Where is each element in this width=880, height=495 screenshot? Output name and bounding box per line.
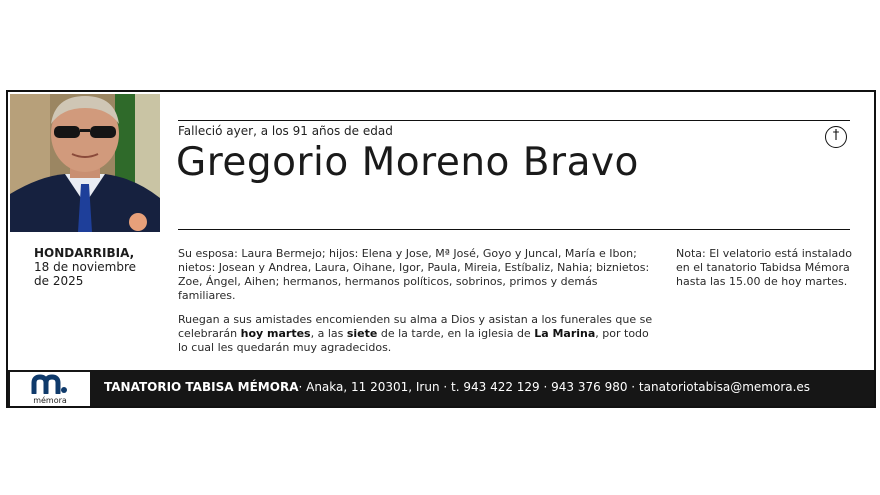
memora-logo xyxy=(10,372,90,406)
ruegan-paragraph: Ruegan a sus amistades encomienden su alma a Dios y asistan a los funerales que se celebrarán hoy martes, a las siete de la tarde, en la iglesia de La Marina, por todo lo cual les quedarán muy agradecidos. xyxy=(178,313,653,354)
funeral-home-info xyxy=(104,380,810,394)
place-and-date xyxy=(34,246,164,288)
funeral-home-details: · Anaka, 11 20301, Irun · t. 943 422 129 · 943 376 980 · tanatoriotabisa@memora.es xyxy=(298,380,811,394)
date-line-1: 18 de noviembre xyxy=(34,260,137,274)
date-line-2: de 2025 xyxy=(34,274,84,288)
memora-logo-icon xyxy=(30,374,70,394)
family-paragraph: Su esposa: Laura Bermejo; hijos: Elena y Jose, Mª José, Goyo y Juncal, María e Ibon; nietos: Josean y Andrea, Laura, Oihane, Igor, Paula, Mireia, Estíbaliz, Nahia; biznietos: Zoe, Ángel, Aihen; hermanos, hermanos políticos, sobrinos, primos y demás familiares. xyxy=(178,247,650,302)
mid-rule xyxy=(178,229,850,230)
deceased-name: Gregorio Moreno Bravo xyxy=(176,140,639,185)
obituary-card xyxy=(6,90,876,408)
memora-logo-text: mémora xyxy=(33,396,67,405)
funeral-home-name: TANATORIO TABISA MÉMORA xyxy=(104,380,299,394)
top-rule xyxy=(178,120,850,121)
portrait-photo xyxy=(10,94,160,232)
footer-bar xyxy=(8,370,874,406)
city: HONDARRIBIA, xyxy=(34,246,135,260)
death-notice-intro: Falleció ayer, a los 91 años de edad xyxy=(178,124,393,138)
notice-body xyxy=(178,247,658,365)
wake-note: Nota: El velatorio está instalado en el tanatorio Tabidsa Mémora hasta las 15.00 de hoy martes. xyxy=(676,247,853,288)
cross-icon: † xyxy=(825,126,847,148)
